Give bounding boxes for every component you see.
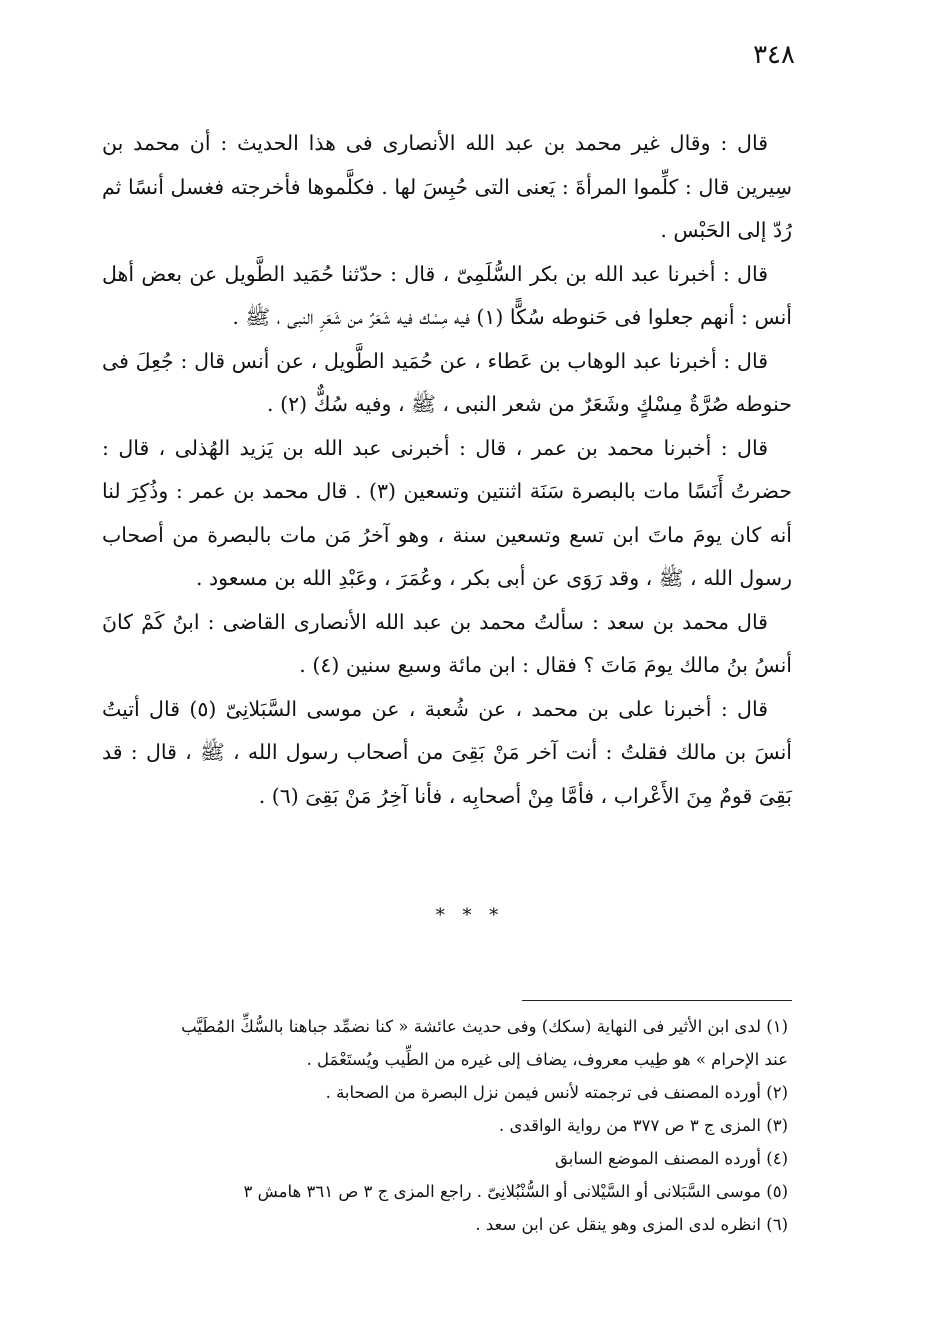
paragraph: قال : أخبرنا عبد الله بن بكر السُّلَمِىّ ، قال : حدّثنا حُمَيد الطَّويل عن بعض أهل أنس : أنهم جعلوا فى حَنوطه سُكًّا (١) فيه مِسْك فيه شَعَرٌ من شَعَرِ النبى ، ﷺ . [102, 261, 792, 329]
footnote: (٥) موسى السَّبَلانى أو السَّيْلانى أو السُّنْبُلانِىّ . راجع المزى ج ٣ ص ٣٦١ هامش ٣ [243, 1182, 788, 1201]
footnote: (٦) انظره لدى المزى وهو ينقل عن ابن سعد . [475, 1215, 788, 1234]
footnote-continuation: عند الإحرام » هو طِيب معروف، يضاف إلى غيره من الطِّيب ويُستَعْمَل . [306, 1050, 788, 1069]
paragraph: قال : وقال غير محمد بن عبد الله الأنصارى فى هذا الحديث : أن محمد بن سِيرين قال : كلِّموا المرأةَ : يَعنى التى حُبِسَ لها . فكلَّموها فأخرجته فغسل أنسًا ثم رُدّ إلى الحَبْس . [102, 131, 792, 242]
paragraph: قال : أخبرنا على بن محمد ، عن شُعبة ، عن موسى السَّبَلانِىّ (٥) قال أتيتُ أنسَ بن مالك فقلتُ : أنت آخر مَنْ بَقِىَ من أصحاب رسول الله ، ﷺ ، قال : قد بَقِىَ قومٌ مِنَ الأَعْراب ، فأمَّا مِنْ أصحابِه ، فأنا آخِرُ مَنْ بَقِىَ (٦) . [102, 696, 792, 808]
paragraph: قال : أخبرنا محمد بن عمر ، قال : أخبرنى عبد الله بن يَزيد الهُذلى ، قال : حضرتُ أَنَسًا مات بالبصرة سَنَة اثنتين وتسعين (٣) . قال محمد بن عمر : وذُكِرَ لنا أنه كان يومَ ماتَ ابن تسع وتسعين سنة ، وهو آخرُ مَن مات بالبصرة من أصحاب رسول الله ، ﷺ ، وقد رَوَى عن أبى بكر ، وعُمَرَ ، وعَبْدِ الله بن مسعود . [102, 435, 792, 590]
footnote: (٢) أورده المصنف فى ترجمته لأنس فيمن نزل البصرة من الصحابة . [325, 1083, 788, 1102]
footnote: (١) لدى ابن الأثير فى النهاية (سكك) وفى حديث عائشة « كنا نضمِّد جباهنا بالسُّكِّ المُطَيَّب [181, 1017, 788, 1036]
section-separator: * * * [435, 905, 505, 926]
main-text-body [102, 122, 792, 818]
paragraph: قال : أخبرنا عبد الوهاب بن عَطاء ، عن حُمَيد الطَّويل ، عن أنس قال : جُعِلَ فى حنوطه صُرَّةُ مِسْكٍ وشَعَرٌ من شعر النبى ، ﷺ ، وفيه سُكٌّ (٢) . [102, 348, 792, 416]
footnote-divider [522, 1000, 792, 1001]
page-number: ٣٤٨ [753, 40, 795, 70]
paragraph: قال محمد بن سعد : سألتُ محمد بن عبد الله الأنصارى القاضى : ابنُ كَمْ كانَ أنسُ بنُ مالك يومَ مَاتَ ؟ فقال : ابن مائة وسبع سنين (٤) . [102, 609, 792, 677]
footnotes [98, 1010, 788, 1241]
footnote: (٤) أورده المصنف الموضع السابق [555, 1149, 788, 1168]
footnote: (٣) المزى ج ٣ ص ٣٧٧ من رواية الواقدى . [499, 1116, 788, 1135]
